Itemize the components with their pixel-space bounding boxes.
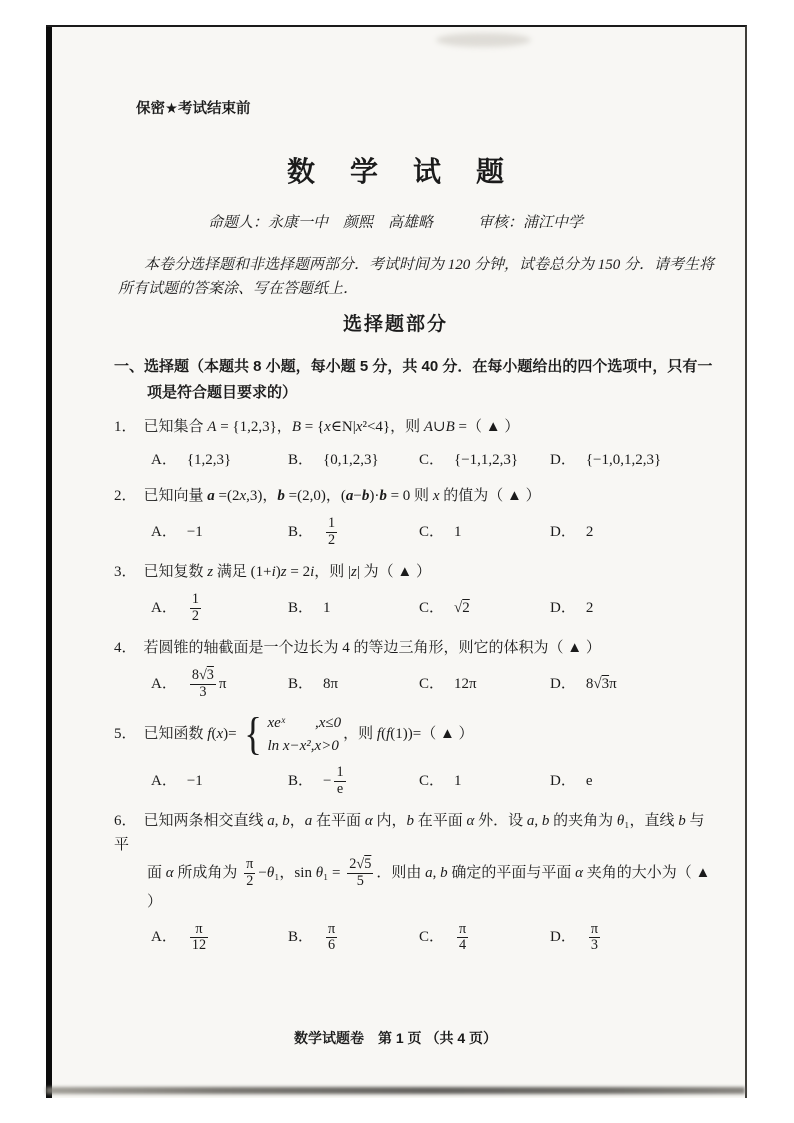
- question-6-option-C: [419, 922, 550, 955]
- math-var: b: [406, 812, 414, 829]
- math-var: f: [207, 725, 212, 742]
- question-4: [114, 636, 715, 701]
- math-var: a: [304, 812, 313, 829]
- text: (1))=（ ▲ ）: [390, 725, 474, 742]
- text: ₁，直线: [624, 812, 679, 829]
- math-var: b: [282, 812, 290, 829]
- option-label: D．: [550, 929, 576, 946]
- text: ²<4}，则: [362, 419, 424, 435]
- text: {−1,0,1,2,3}: [585, 452, 662, 468]
- question-number: 4．: [114, 639, 137, 656]
- question-6-stem-line-1: [114, 809, 715, 857]
- intro-line-1: 本卷分选择题和非选择题两部分．考试时间为 120 分钟，试卷总分为 150 分．请考生将: [144, 257, 715, 273]
- intro-paragraph: [114, 253, 715, 301]
- option-label: A．: [151, 675, 177, 692]
- section-title: 选择题部分: [342, 314, 448, 335]
- question-6-options: [151, 922, 715, 955]
- text: 1: [454, 773, 462, 790]
- text: 已知两条相交直线: [143, 812, 268, 829]
- math-vector: b: [277, 488, 285, 504]
- text: 与平: [114, 812, 705, 853]
- math-vector: a: [207, 488, 215, 504]
- text: 已知集合: [143, 419, 208, 435]
- option-label: B．: [288, 452, 314, 468]
- text: 2: [585, 524, 594, 541]
- fraction: $\frac{\pi}{6}$: [328, 920, 336, 954]
- option-label: D．: [550, 524, 576, 541]
- option-label: A．: [151, 929, 177, 946]
- text: 确定的平面与平面: [447, 864, 576, 881]
- text: 已知函数: [143, 725, 208, 742]
- option-label: B．: [288, 600, 314, 617]
- math-var: f: [386, 725, 391, 742]
- math-var: θ: [315, 864, 324, 881]
- option-label: C．: [419, 524, 445, 541]
- math-var: x: [355, 419, 363, 435]
- text: 外．设: [474, 812, 527, 829]
- question-2-option-C: [419, 520, 550, 544]
- question-2-option-A: [151, 520, 288, 544]
- math-var: i: [310, 563, 315, 580]
- option-label: A．: [151, 524, 177, 541]
- question-1-option-C: [419, 448, 550, 472]
- question-5-option-A: [151, 769, 288, 793]
- text: 若圆锥的轴截面是一个边长为 4 的等边三角形，则它的体积为（ ▲ ）: [143, 639, 601, 656]
- math-var: a: [425, 864, 433, 881]
- text: 8: [585, 676, 594, 693]
- math-var: z: [280, 563, 287, 580]
- text: 的夹角为: [549, 812, 617, 829]
- question-number: 1．: [114, 419, 137, 435]
- math-var: B: [445, 419, 455, 435]
- text: 在平面: [413, 812, 467, 829]
- piecewise-cases: [242, 708, 342, 760]
- option-label: A．: [151, 452, 177, 468]
- title-row: [46, 157, 745, 189]
- question-3-option-B: [288, 596, 419, 620]
- case-row: xeˣ ,x≤0: [267, 714, 342, 731]
- radical: √2: [454, 600, 470, 617]
- text: )·: [369, 488, 380, 504]
- option-label: D．: [550, 452, 576, 468]
- math-var: α: [165, 864, 174, 881]
- question-4-option-A: [151, 668, 288, 701]
- math-var: A: [423, 419, 434, 435]
- option-label: C．: [419, 600, 445, 617]
- instruction-line-1: 一、选择题（本题共 8 小题，每小题 5 分，共 40 分．在每小题给出的四个选项中，只有一: [114, 358, 713, 375]
- text: (: [211, 725, 217, 742]
- math-var: A: [207, 419, 217, 435]
- question-number: 5．: [114, 725, 137, 742]
- text: ，: [289, 812, 305, 829]
- question-5-option-B: [288, 765, 419, 798]
- text: = 2: [286, 563, 311, 580]
- math-var: θ: [266, 864, 275, 881]
- text: ,3)，: [246, 488, 278, 504]
- text: =（ ▲ ）: [454, 419, 520, 435]
- text: ,: [534, 812, 542, 829]
- text: = 0 则: [386, 488, 433, 504]
- text: 的值为（ ▲ ）: [439, 488, 541, 504]
- page-title: 数 学 试 题: [286, 157, 518, 188]
- question-6-option-B: [288, 922, 419, 955]
- question-2-option-D: [550, 520, 715, 544]
- math-var: b: [678, 812, 686, 829]
- math-var: a: [267, 812, 275, 829]
- text: {−1,1,2,3}: [454, 452, 519, 468]
- text: ，则: [343, 725, 377, 742]
- text: =(2: [214, 488, 240, 504]
- question-1-options: [151, 447, 715, 473]
- option-label: D．: [550, 600, 576, 617]
- text: ): [275, 563, 281, 580]
- math-var: α: [466, 812, 475, 829]
- question-3-option-D: [550, 596, 715, 620]
- text: 夹角的大小为（ ▲ ）: [147, 864, 711, 910]
- question-4-option-C: [419, 672, 550, 696]
- fraction: $\frac{8√3}{3}$: [191, 666, 214, 700]
- case-row: ln x−x²,x>0: [267, 737, 339, 754]
- text: −1: [186, 524, 203, 541]
- question-5-stem-line-1: [114, 708, 715, 760]
- option-label: C．: [419, 773, 445, 790]
- fraction: $\frac{\pi}{4}$: [459, 920, 467, 954]
- question-3: [114, 560, 715, 625]
- question-6: [114, 809, 715, 955]
- question-5-option-C: [419, 769, 550, 793]
- question-1-option-A: [151, 448, 288, 472]
- page-footer: 数学试题卷 第 1 页 （共 4 页）: [293, 1030, 498, 1046]
- text: e: [585, 773, 593, 790]
- option-label: B．: [288, 772, 314, 789]
- security-notice: 保密★考试结束前: [136, 101, 251, 117]
- text: ∪: [433, 419, 446, 435]
- question-1-stem-line-1: [114, 415, 715, 439]
- math-var: z: [351, 563, 357, 580]
- math-var: f: [376, 725, 382, 742]
- question-3-stem-line-1: [114, 560, 715, 584]
- text: 内，: [372, 812, 407, 829]
- question-5: [114, 708, 715, 798]
- text: {0,1,2,3}: [323, 452, 379, 468]
- question-number: 6．: [114, 812, 137, 829]
- question-4-stem-line-1: [114, 636, 715, 660]
- text: 2: [585, 600, 594, 617]
- text: π: [218, 675, 227, 692]
- question-3-option-C: [419, 596, 550, 620]
- text: = {1,2,3}，: [216, 419, 292, 435]
- question-3-options: [151, 592, 715, 625]
- section-instructions: [114, 354, 715, 406]
- math-var: α: [575, 864, 584, 881]
- question-1-option-B: [288, 448, 419, 472]
- text: 1: [454, 524, 462, 541]
- fraction: $\frac{\pi}{3}$: [590, 920, 599, 954]
- math-var: x: [216, 725, 224, 742]
- math-vector: a: [345, 488, 354, 504]
- question-5-option-D: [550, 769, 715, 793]
- text: )=: [223, 725, 241, 742]
- math-var: x: [324, 419, 331, 435]
- text: −1: [186, 773, 203, 790]
- text: 满足 (1+: [213, 563, 272, 580]
- question-2-options: [151, 516, 715, 549]
- question-3-option-A: [151, 592, 288, 625]
- page-content: [46, 27, 745, 954]
- text: −: [353, 488, 362, 504]
- text: ，则 |: [314, 563, 352, 580]
- fraction: $\frac{1}{2}$: [191, 590, 199, 624]
- question-2: [114, 484, 715, 549]
- authors-line: 命题人：永康一中 颜熙 高雄略 审核：浦江中学: [207, 215, 583, 231]
- text: −: [258, 864, 267, 881]
- scan-smudge-bottom: [46, 1087, 745, 1094]
- question-5-options: [151, 765, 715, 798]
- question-2-stem-line-1: [114, 484, 715, 508]
- question-4-option-B: [288, 672, 419, 696]
- math-vector: b: [379, 488, 387, 504]
- text: ₁，sin: [274, 864, 316, 881]
- math-var: α: [364, 812, 373, 829]
- option-label: A．: [151, 773, 177, 790]
- text: 在平面: [312, 812, 365, 829]
- fraction: $\frac{2√5}{5}$: [349, 855, 372, 889]
- text: 已知复数: [143, 563, 208, 580]
- text: (: [381, 725, 387, 742]
- math-var: b: [440, 864, 448, 881]
- question-6-option-A: [151, 922, 288, 955]
- text: ,: [432, 864, 441, 881]
- question-list: [114, 415, 715, 954]
- text: π: [609, 676, 617, 693]
- text: 1: [323, 600, 331, 617]
- fraction: $\frac{\pi}{12}$: [191, 920, 207, 954]
- math-var: x: [432, 488, 440, 504]
- option-label: A．: [151, 599, 177, 616]
- option-label: B．: [288, 929, 314, 946]
- question-number: 2．: [114, 488, 137, 504]
- instruction-line-2: 项是符合题目要求的）: [147, 384, 298, 401]
- math-var: θ: [616, 812, 625, 829]
- text: 已知向量: [143, 488, 208, 504]
- question-number: 3．: [114, 563, 137, 580]
- section-title-row: [46, 313, 745, 338]
- question-2-option-B: [288, 516, 419, 549]
- text: ₁ =: [323, 864, 345, 881]
- math-var: b: [541, 812, 550, 829]
- option-label: C．: [419, 452, 445, 468]
- text: | 为（ ▲ ）: [356, 563, 431, 580]
- option-label: D．: [550, 676, 576, 693]
- option-label: B．: [288, 523, 314, 540]
- intro-line-2: 所有试题的答案涂、写在答题纸上．: [118, 281, 359, 297]
- math-vector: b: [361, 488, 370, 504]
- text: =(2,0)，(: [284, 488, 346, 504]
- question-1: [114, 415, 715, 473]
- exam-paper-page: [46, 25, 747, 1098]
- option-label: B．: [288, 676, 314, 693]
- text: {1,2,3}: [186, 452, 232, 468]
- question-4-options: [151, 668, 715, 701]
- radical: √3: [593, 676, 610, 693]
- text: −: [323, 772, 332, 789]
- question-6-stem-line-2: [147, 857, 715, 914]
- text: 所成角为: [173, 864, 242, 881]
- text: ∈N|: [330, 419, 356, 435]
- question-6-option-D: [550, 922, 715, 955]
- fraction: $\frac{\pi}{2}$: [246, 855, 254, 889]
- question-4-option-D: [550, 672, 715, 696]
- text: ．则由: [376, 864, 426, 881]
- math-var: x: [239, 488, 247, 504]
- fraction: $\frac{1}{2}$: [328, 515, 336, 548]
- text: ,: [274, 812, 283, 829]
- text: 面: [147, 864, 166, 881]
- text: = {: [300, 419, 325, 435]
- text: 8π: [323, 676, 339, 693]
- math-var: z: [207, 563, 214, 580]
- math-var: B: [291, 419, 301, 435]
- question-1-option-D: [550, 448, 715, 472]
- option-label: C．: [419, 676, 445, 693]
- option-label: D．: [550, 773, 576, 790]
- math-var: i: [271, 563, 276, 580]
- brace: {: [244, 708, 263, 760]
- text: 12π: [454, 676, 477, 693]
- fraction: $\frac{1}{e}$: [336, 763, 344, 797]
- option-label: C．: [419, 929, 445, 946]
- math-var: a: [526, 812, 535, 829]
